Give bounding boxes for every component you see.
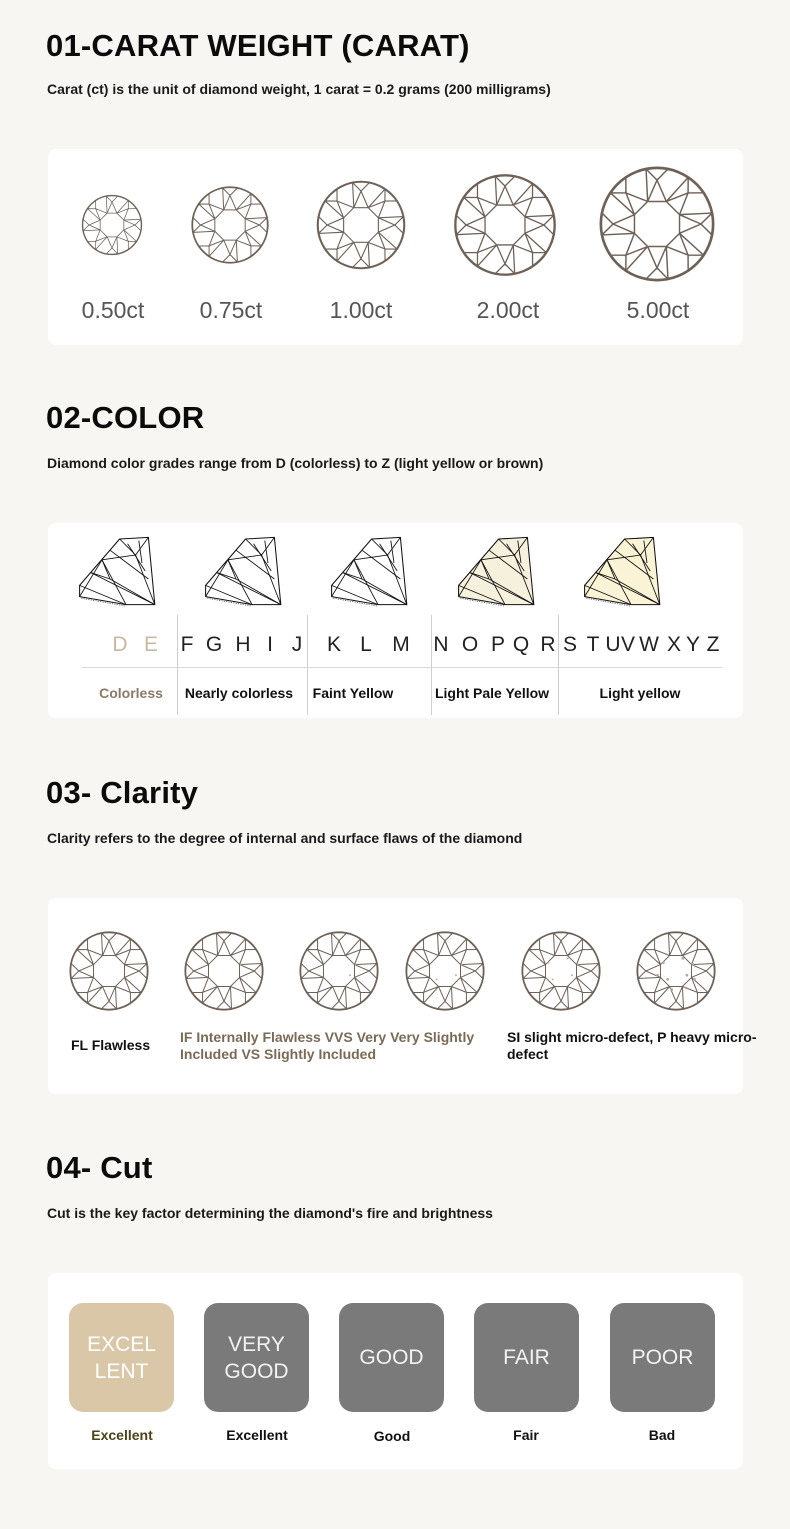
cut-label-excellent: Excellent (91, 1427, 153, 1443)
carat-label-100: 1.00ct (329, 297, 393, 323)
clarity-si-p-text: SI slight micro-defect, P heavy micro-defect (507, 1029, 757, 1062)
color-divider-1 (177, 615, 178, 715)
carat-diamond-050-icon (80, 193, 144, 257)
color-description: Diamond color grades range from D (colorless) to Z (light yellow or brown) (47, 455, 544, 471)
clarity-vs-diamond-icon (403, 929, 487, 1013)
color-diamond-faint-yellow-icon (330, 531, 410, 611)
carat-diamond-100-icon (314, 178, 408, 272)
color-letter-f: F (180, 633, 194, 656)
color-letter-i: I (267, 633, 273, 656)
carat-label-050: 0.50ct (81, 297, 145, 323)
cut-title: 04- Cut (46, 1150, 153, 1185)
color-letter-u: U (605, 633, 621, 656)
clarity-fl-diamond-icon (67, 929, 151, 1013)
color-letter-j: J (291, 633, 303, 656)
carat-diamond-075-icon (189, 184, 271, 266)
cut-label-good: Good (373, 1428, 411, 1444)
color-group-colorless: Colorless (99, 685, 163, 701)
color-letter-p: P (490, 633, 506, 656)
clarity-description: Clarity refers to the degree of internal and surface flaws of the diamond (47, 830, 523, 846)
color-letter-s: S (562, 633, 578, 656)
cut-grade-good-box: GOOD (339, 1303, 444, 1412)
cut-description: Cut is the key factor determining the diamond's fire and brightness (47, 1205, 493, 1221)
color-divider-4 (558, 615, 559, 715)
color-diamond-light-yellow-icon (583, 531, 663, 611)
color-letter-h: H (235, 633, 251, 656)
cut-label-poor: Bad (648, 1427, 676, 1443)
carat-label-200: 2.00ct (476, 297, 540, 323)
clarity-si-diamond-icon (519, 929, 603, 1013)
cut-grade-excellent-box: EXCEL LENT (69, 1303, 174, 1412)
carat-diamond-500-icon (596, 163, 718, 285)
color-diamond-colorless-icon (78, 531, 158, 611)
cut-grade-poor-box: POOR (610, 1303, 715, 1412)
clarity-if-diamond-icon (182, 929, 266, 1013)
carat-description: Carat (ct) is the unit of diamond weight, 1 carat = 0.2 grams (200 milligrams) (47, 81, 551, 97)
color-scale-line (82, 667, 722, 668)
clarity-p-diamond-icon (634, 929, 718, 1013)
color-group-light-yellow: Light yellow (599, 685, 681, 701)
color-letter-w: W (639, 633, 659, 656)
carat-card (48, 149, 743, 345)
color-diamond-nearly-colorless-icon (204, 531, 284, 611)
clarity-vvs-diamond-icon (297, 929, 381, 1013)
color-letter-l: L (360, 633, 372, 656)
color-letter-x: X (666, 633, 682, 656)
cut-label-very-good: Excellent (226, 1427, 288, 1443)
carat-label-500: 5.00ct (626, 297, 690, 323)
color-group-nearly-colorless: Nearly colorless (184, 685, 294, 701)
color-letter-z: Z (706, 633, 720, 656)
color-letter-e: E (143, 633, 159, 656)
color-diamond-light-pale-yellow-icon (457, 531, 537, 611)
color-card (48, 523, 743, 718)
color-letter-q: Q (512, 633, 530, 656)
carat-diamond-200-icon (451, 171, 559, 279)
color-letter-m: M (392, 633, 410, 656)
color-letter-k: K (326, 633, 342, 656)
color-letter-n: N (433, 633, 449, 656)
color-title: 02-COLOR (46, 400, 205, 435)
color-letter-v: V (620, 633, 636, 656)
color-letter-o: O (461, 633, 479, 656)
color-letter-g: G (205, 633, 223, 656)
cut-card (48, 1273, 743, 1469)
color-letter-d: D (112, 633, 128, 656)
cut-grade-fair-box: FAIR (474, 1303, 579, 1412)
clarity-title: 03- Clarity (46, 775, 199, 810)
color-letter-y: Y (685, 633, 701, 656)
clarity-fl-text: FL Flawless (71, 1037, 151, 1053)
color-divider-3 (431, 615, 432, 715)
color-group-light-pale-yellow: Light Pale Yellow (434, 685, 550, 701)
color-divider-2 (307, 615, 308, 715)
color-group-faint-yellow: Faint Yellow (312, 685, 394, 701)
cut-label-fair: Fair (513, 1427, 539, 1443)
cut-grade-very-good-box: VERY GOOD (204, 1303, 309, 1412)
color-letter-t: T (586, 633, 600, 656)
carat-title: 01-CARAT WEIGHT (CARAT) (46, 28, 470, 63)
carat-label-075: 0.75ct (199, 297, 263, 323)
color-letter-r: R (540, 633, 556, 656)
clarity-card (48, 898, 757, 1094)
clarity-if-vvs-vs-text: IF Internally Flawless VVS Very Very Slightly Included VS Slightly Included (180, 1029, 475, 1062)
